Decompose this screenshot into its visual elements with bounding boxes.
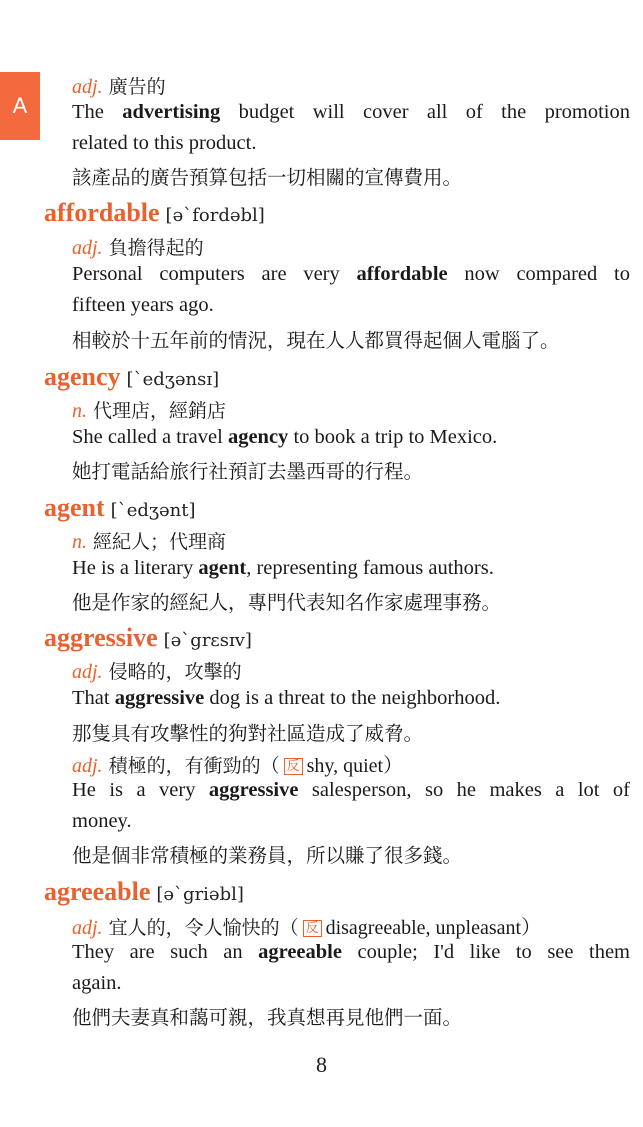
agent-example: He is a literary agent, representing famous authors. [72,557,494,579]
aggressive-keyword2: aggressive [208,779,299,801]
aggressive-headword-line [44,623,252,653]
agency-translation: 她打電話給旅行社預訂去墨西哥的行程。 [72,460,424,483]
agreeable-translation: 他們夫妻真和藹可親，我真想再見他們一面。 [72,1006,463,1029]
agreeable-headword: agreeable [44,877,151,906]
aggressive-translation2: 他是個非常積極的業務員，所以賺了很多錢。 [72,844,463,867]
antonym-mark-icon: 反 [284,758,303,775]
affordable-headword: affordable [44,198,160,227]
agreeable-example-line1: They are such an agreeable couple; I'd like to see them [72,941,630,963]
agent-pos-line [72,527,226,554]
page-number: 8 [316,1052,327,1077]
aggressive-example2-line1: He is a very aggressive salesperson, so he makes a lot of [72,779,630,801]
advertising-meaning: 廣告的 [108,76,166,98]
affordable-pos-line [72,233,204,260]
affordable-headword-line [44,198,265,228]
agreeable-pronunciation: [ə`griəbl] [156,884,244,905]
agency-headword-line [44,362,219,392]
agency-pos-line [72,396,226,423]
aggressive-antonyms: shy, quiet） [306,755,404,777]
agreeable-keyword: agreeable [258,941,342,963]
agency-pos: n. [72,400,87,422]
aggressive-pos2: adj. [72,755,103,777]
aggressive-headword: aggressive [44,623,158,652]
agreeable-pos-line [72,911,541,940]
aggressive-pos1: adj. [72,661,103,683]
advertising-example-line2: related to this product. [72,132,257,154]
agreeable-headword-line [44,877,244,907]
aggressive-meaning1: 侵略的，攻擊的 [108,661,242,683]
affordable-meaning: 負擔得起的 [108,237,204,259]
aggressive-translation1: 那隻具有攻擊性的狗對社區造成了威脅。 [72,722,424,745]
aggressive-pronunciation: [ə`grɛsɪv] [163,630,252,651]
agreeable-example-line2: again. [72,972,122,994]
affordable-pos: adj. [72,237,103,259]
agent-pos: n. [72,531,87,553]
aggressive-pos-line1 [72,657,242,684]
aggressive-meaning2: 積極的，有衝勁的（ [108,755,280,777]
aggressive-keyword1: aggressive [114,687,205,709]
agency-example: She called a travel agency to book a trip to Mexico. [72,426,498,448]
agreeable-antonyms: disagreeable, unpleasant） [325,917,542,939]
agency-keyword: agency [227,426,289,448]
alphabet-tab-letter: A [12,93,28,118]
advertising-example-line1: The advertising budget will cover all of the promotion [72,101,631,123]
agency-meaning: 代理店，經銷店 [93,400,227,422]
agent-meaning: 經紀人；代理商 [93,531,227,553]
agent-keyword: agent [198,557,247,579]
advertising-keyword: advertising [122,101,221,123]
affordable-example-line1: Personal computers are very affordable now compared to [72,263,630,285]
agent-pronunciation: [`edʒənt] [110,500,196,521]
agreeable-meaning: 宜人的，令人愉快的（ [108,917,299,939]
agreeable-pos: adj. [72,917,103,939]
alphabet-tab [0,72,40,140]
affordable-keyword: affordable [356,263,448,285]
advertising-pos: adj. [72,76,103,98]
agency-pronunciation: [`edʒənsɪ] [126,369,220,390]
agency-headword: agency [44,362,121,391]
affordable-translation: 相較於十五年前的情況，現在人人都買得起個人電腦了。 [72,329,560,352]
agent-headword-line [44,493,196,523]
advertising-translation: 該產品的廣告預算包括一切相關的宣傳費用。 [72,166,463,189]
affordable-pronunciation: [ə`fordəbl] [165,205,265,226]
advertising-pos-line [72,72,166,99]
aggressive-example1: That aggressive dog is a threat to the neighborhood. [72,687,501,709]
agent-translation: 他是作家的經紀人，專門代表知名作家處理事務。 [72,591,502,614]
agent-headword: agent [44,493,105,522]
aggressive-example2-line2: money. [72,810,132,832]
affordable-example-line2: fifteen years ago. [72,294,214,316]
aggressive-pos-line2 [72,749,403,778]
antonym-mark-icon: 反 [303,920,322,937]
